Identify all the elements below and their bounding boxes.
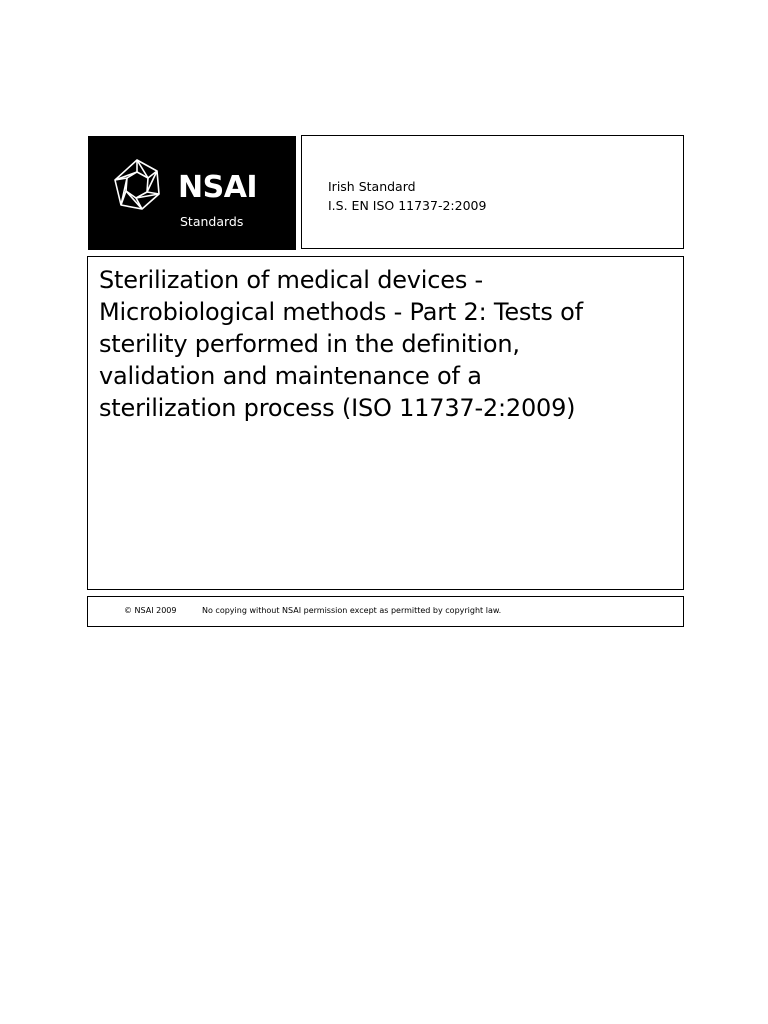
geodesic-polyhedron-icon: [112, 158, 162, 212]
standard-code: I.S. EN ISO 11737-2:2009: [328, 198, 487, 213]
standard-type: Irish Standard: [328, 179, 416, 194]
standard-id-box: [301, 135, 684, 249]
logo-wordmark: NSAI: [178, 170, 258, 205]
nsai-logo: [88, 136, 296, 250]
copyright-notice: © NSAI 2009: [124, 606, 177, 615]
copying-notice: No copying without NSAI permission except as permitted by copyright law.: [202, 606, 502, 615]
document-title: Sterilization of medical devices - Microbiological methods - Part 2: Tests of sterility performed in the definition, validation and maintenance of a sterilization process (ISO 11737-2:2009): [99, 266, 583, 422]
title-box: [87, 256, 684, 590]
copyright-footer: [87, 596, 684, 627]
logo-subtitle: Standards: [180, 214, 244, 229]
